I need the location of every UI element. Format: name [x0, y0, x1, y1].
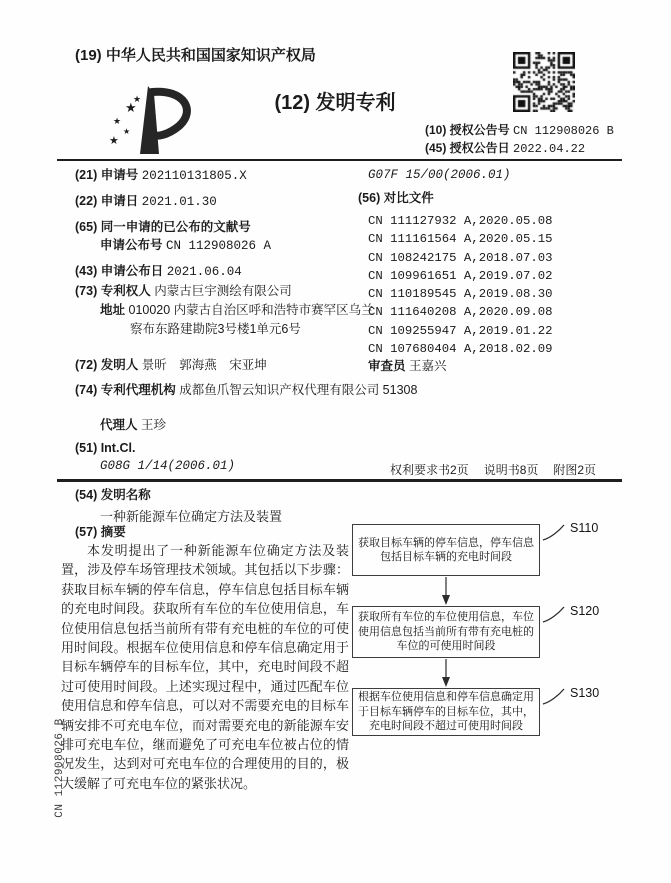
publication-number-value: CN 112908026 A [166, 239, 272, 253]
svg-text:★: ★ [109, 135, 119, 147]
flowchart-step-box: 根据车位使用信息和停车信息确定用于目标车辆停车的目标车位，其中，充电时间段不超过可使用时间段 [352, 688, 540, 736]
publication-date-value: 2021.06.04 [166, 265, 242, 279]
document-type-title: (12) 发明专利 [274, 92, 396, 114]
grant-number-value: CN 112908026 B [513, 124, 614, 138]
agent-label: 代理人 [100, 418, 138, 432]
intcl-value: G08G 1/14(2006.01) [100, 459, 236, 473]
application-number-row [75, 167, 247, 185]
inventors-label: (72) 发明人 [75, 358, 139, 372]
section-divider [57, 479, 622, 482]
address-value: 010020 内蒙古自治区呼和浩特市赛罕区乌兰察布东路建勘院3号楼1单元6号 [128, 303, 374, 336]
abstract-label: (57) 摘要 [75, 525, 126, 539]
cnipa-emblem-icon [95, 84, 205, 162]
svg-text:★: ★ [125, 100, 137, 115]
citation-item: CN 109961651 A,2019.07.02 [368, 268, 553, 283]
inventors-value: 景昕 郭海燕 宋亚坤 [141, 358, 267, 372]
citation-item: CN 110189545 A,2019.08.30 [368, 287, 553, 302]
publication-number-label: 申请公布号 [100, 238, 163, 252]
grant-number-line [425, 121, 614, 138]
citations-label: (56) 对比文件 [358, 191, 434, 205]
invention-title-label: (54) 发明名称 [75, 488, 151, 502]
margin-document-number: CN 112908026 B [54, 718, 66, 818]
pages-summary [390, 461, 611, 479]
grant-date-line [425, 139, 585, 156]
grant-number-label: (10) 授权公告号 [425, 123, 510, 137]
publication-date-label: (43) 申请公布日 [75, 264, 164, 278]
examiner-label: 审查员 [368, 359, 406, 373]
examiner-value: 王嘉兴 [409, 359, 447, 373]
issuing-office: (19) 中华人民共和国国家知识产权局 [75, 47, 316, 64]
qr-code-icon [513, 52, 575, 112]
publication-date-row [75, 263, 242, 281]
grant-date-label: (45) 授权公告日 [425, 141, 510, 155]
svg-text:★: ★ [113, 116, 122, 126]
svg-text:★: ★ [133, 94, 142, 104]
citation-item: CN 109255947 A,2019.01.22 [368, 323, 553, 338]
citation-item: CN 111127932 A,2020.05.08 [368, 214, 553, 228]
application-number-value: 202110131805.X [141, 169, 247, 183]
intcl-label: (51) Int.Cl. [75, 441, 136, 455]
address-label: 地址 [100, 303, 126, 317]
address-row [100, 301, 377, 338]
examiner-row [368, 358, 447, 375]
application-date-value: 2021.01.30 [141, 195, 217, 209]
patentee-value: 内蒙古巨宇测绘有限公司 [154, 284, 292, 298]
flowchart-step-box: 获取所有车位的车位使用信息，车位使用信息包括当前所有带有充电桩的车位的可使用时间段 [352, 606, 540, 658]
inventors-row [75, 357, 267, 374]
agent-row [100, 417, 166, 434]
svg-text:★: ★ [123, 127, 131, 136]
connector-curve-icon [542, 523, 566, 541]
connector-curve-icon [542, 605, 566, 623]
figures-pages: 附图2页 [553, 463, 597, 477]
agency-row [75, 381, 454, 400]
claims-pages: 权利要求书2页 [390, 463, 469, 477]
header-divider [57, 159, 622, 161]
down-arrow-icon [441, 659, 451, 687]
citation-item: CN 108242175 A,2018.07.03 [368, 250, 553, 265]
publication-number-row [100, 237, 271, 255]
flowchart-figure [350, 517, 642, 741]
agency-value: 成都鱼爪智云知识产权代理有限公司 51308 [179, 383, 418, 397]
citation-item: CN 107680404 A,2018.02.09 [368, 342, 553, 357]
connector-curve-icon [542, 687, 566, 705]
patentee-label: (73) 专利权人 [75, 284, 151, 298]
patentee-row [75, 283, 292, 300]
citation-item: CN 111161564 A,2020.05.15 [368, 232, 553, 247]
grant-date-value: 2022.04.22 [513, 142, 586, 156]
step-label: S120 [570, 604, 600, 618]
flowchart-step-box: 获取目标车辆的停车信息，停车信息包括目标车辆的充电时间段 [352, 524, 540, 576]
intcl-value-2: G07F 15/00(2006.01) [368, 168, 511, 182]
description-pages: 说明书8页 [483, 463, 539, 477]
step-label: S130 [570, 686, 600, 700]
invention-title: 一种新能源车位确定方法及装置 [100, 509, 283, 524]
agent-value: 王珍 [141, 418, 167, 432]
down-arrow-icon [441, 577, 451, 605]
application-date-label: (22) 申请日 [75, 194, 139, 208]
application-number-label: (21) 申请号 [75, 168, 139, 182]
step-label: S110 [570, 521, 599, 535]
application-date-row [75, 193, 217, 211]
citation-item: CN 111640208 A,2020.09.08 [368, 305, 553, 320]
abstract-text: 本发明提出了一种新能源车位确定方法及装置，涉及停车场管理技术领域。其包括以下步骤：获取目标车辆的停车信息，停车信息包括目标车辆的充电时间段。获取所有车位的车位使用信息，车位使用信息包括当前所有带有充电桩的车位的可使用时间段。根据车位使用信息和停车信息确定用于目标车辆停车的目标车位，其中，充电时间段不超过可使用时间段。上述实现过程中，通过匹配车位使用信息和停车信息，可以对不需要充电的目标车辆安排不可充电车位，而对需要充电的新能源车安排可充电车位，继而避免了可充电车位被占位的情况发生，达到对可充电车位的合理使用的目的，极大缓解了可充电车位的紧张状况。 [61, 543, 349, 791]
citations-list [368, 212, 552, 358]
agency-label: (74) 专利代理机构 [75, 383, 176, 397]
same-application-publication-label: (65) 同一申请的已公布的文献号 [75, 220, 251, 234]
